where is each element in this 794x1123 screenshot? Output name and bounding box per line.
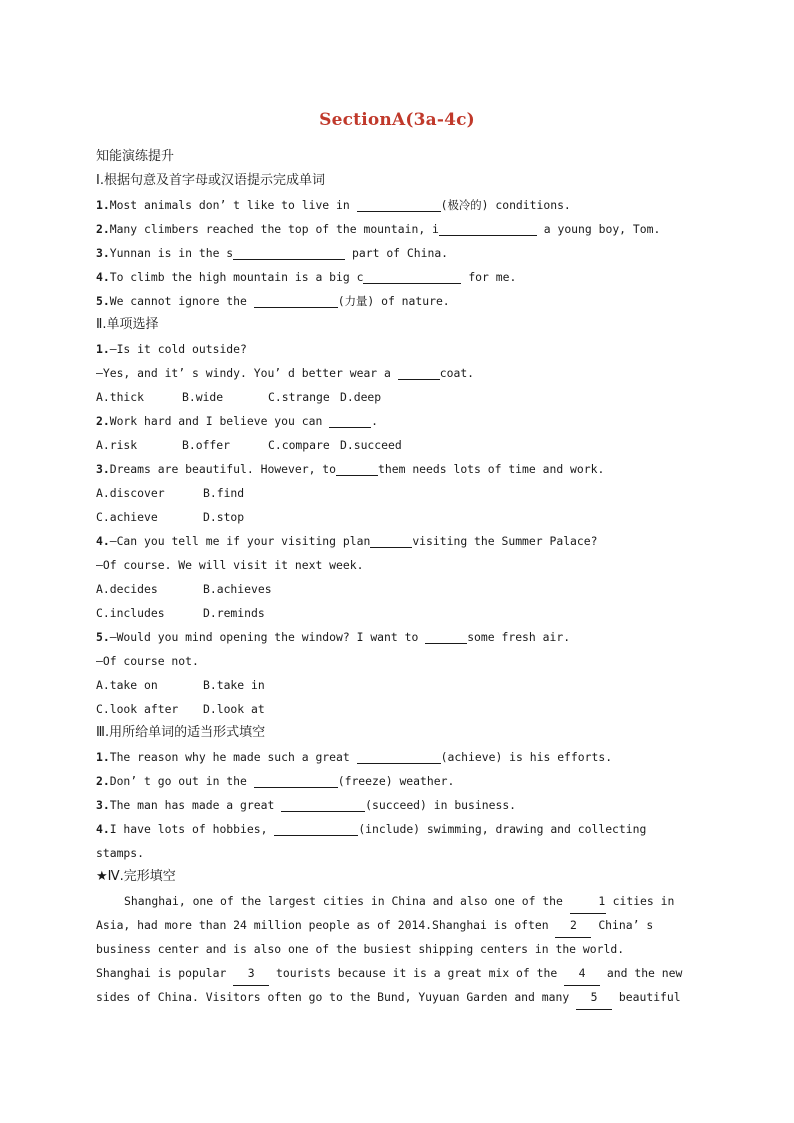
item-text: Dreams are beautiful. However, to: [109, 462, 337, 476]
passage-line-5: [96, 985, 696, 1009]
passage-line-2: [96, 913, 696, 937]
item-text: The man has made a great: [109, 798, 282, 812]
item-text: The reason why he made such a great: [109, 750, 357, 764]
part2-q1-response: [96, 361, 696, 385]
item-number: 1.: [96, 342, 110, 356]
part3-item-4: [96, 817, 696, 841]
option-d[interactable]: D.look at: [203, 702, 265, 716]
item-text: —Of course. We will visit it next week.: [96, 558, 364, 572]
item-number: 4.: [96, 270, 110, 284]
part2-q4-prompt: [96, 529, 696, 553]
answer-blank[interactable]: [439, 221, 537, 236]
option-b[interactable]: B.offer: [182, 438, 231, 452]
part2-q4-options-row1: [96, 577, 696, 601]
item-number: 3.: [96, 462, 110, 476]
option-b[interactable]: B.take in: [203, 678, 265, 692]
passage-text: and the new: [600, 966, 683, 980]
item-text: coat.: [439, 366, 475, 380]
item-number: 5.: [96, 630, 110, 644]
option-b[interactable]: B.find: [203, 486, 245, 500]
part2-q1-options: [96, 385, 696, 409]
item-text: (succeed) in business.: [365, 798, 517, 812]
answer-blank[interactable]: [281, 797, 365, 812]
part1-item-3: [96, 241, 696, 265]
part2-q1-prompt: [96, 337, 696, 361]
option-d[interactable]: D.succeed: [340, 438, 402, 452]
part2-q5-prompt: [96, 625, 696, 649]
passage-line-3: business center and is also one of the busiest shipping centers in the world.: [96, 942, 625, 956]
item-number: 2.: [96, 222, 110, 236]
item-text: Most animals don’ t like to live in: [109, 198, 357, 212]
item-number: 2.: [96, 414, 110, 428]
option-a[interactable]: A.risk: [96, 438, 138, 452]
item-text: —Of course not.: [96, 654, 199, 668]
part2-q4-response: [96, 553, 696, 577]
part3-item-4-continued: stamps.: [96, 846, 145, 860]
item-text: for me.: [461, 270, 517, 284]
passage-text: tourists because it is a great mix of the: [269, 966, 565, 980]
option-b[interactable]: B.wide: [182, 390, 224, 404]
option-b[interactable]: B.achieves: [203, 582, 272, 596]
answer-blank[interactable]: [274, 821, 358, 836]
answer-blank[interactable]: [425, 629, 467, 644]
item-text: (achieve) is his efforts.: [440, 750, 613, 764]
item-text: —Yes, and it’ s windy. You’ d better wear a: [96, 366, 398, 380]
option-a[interactable]: A.take on: [96, 678, 158, 692]
item-text: Many climbers reached the top of the mountain, i: [109, 222, 439, 236]
part2-q3-prompt: [96, 457, 696, 481]
part3-item-1: [96, 745, 696, 769]
passage-text: Shanghai is popular: [96, 966, 234, 980]
part3-item-2: [96, 769, 696, 793]
part2-heading: Ⅱ.单项选择: [96, 317, 159, 332]
option-c[interactable]: C.achieve: [96, 510, 158, 524]
option-c[interactable]: C.compare: [268, 438, 330, 452]
passage-text: cities in: [605, 894, 675, 908]
part4-heading: ★Ⅳ.完形填空: [96, 869, 176, 884]
part1-heading: Ⅰ.根据句意及首字母或汉语提示完成单词: [96, 173, 325, 188]
part2-q5-response: [96, 649, 696, 673]
item-number: 5.: [96, 294, 110, 308]
part3-item-3: [96, 793, 696, 817]
answer-blank[interactable]: [233, 245, 345, 260]
passage-text: Shanghai, one of the largest cities in China and also one of the: [124, 894, 570, 908]
passage-line-4: [96, 961, 696, 985]
answer-blank[interactable]: [363, 269, 461, 284]
part1-item-4: [96, 265, 696, 289]
item-text: visiting the Summer Palace?: [412, 534, 598, 548]
item-text: —Can you tell me if your visiting plan: [109, 534, 371, 548]
option-d[interactable]: D.stop: [203, 510, 245, 524]
item-number: 1.: [96, 750, 110, 764]
part2-q5-options-row2: [96, 697, 696, 721]
part2-q4-options-row2: [96, 601, 696, 625]
option-c[interactable]: C.look after: [96, 702, 179, 716]
item-text: (include) swimming, drawing and collecting: [358, 822, 647, 836]
item-text: them needs lots of time and work.: [378, 462, 605, 476]
answer-blank[interactable]: [357, 197, 441, 212]
item-text: .: [371, 414, 379, 428]
part1-item-5: [96, 289, 696, 313]
cloze-blank-1[interactable]: 1: [570, 889, 606, 914]
item-text: —Is it cold outside?: [109, 342, 247, 356]
part1-item-2: [96, 217, 696, 241]
item-text: I have lots of hobbies,: [109, 822, 275, 836]
part1-item-1: [96, 193, 696, 217]
section-subtitle: 知能演练提升: [96, 149, 175, 164]
part2-q3-options-row1: [96, 481, 696, 505]
passage-text: beautiful: [612, 990, 681, 1004]
item-text: some fresh air.: [467, 630, 571, 644]
page-title: SectionA(3a-4c): [319, 110, 475, 130]
item-text: To climb the high mountain is a big c: [109, 270, 364, 284]
cloze-blank-5[interactable]: 5: [576, 985, 612, 1010]
option-d[interactable]: D.reminds: [203, 606, 265, 620]
passage-text: sides of China. Visitors often go to the Bund, Yuyuan Garden and many: [96, 990, 577, 1004]
option-c[interactable]: C.includes: [96, 606, 165, 620]
item-text: Work hard and I believe you can: [109, 414, 330, 428]
item-text: (freeze) weather.: [337, 774, 455, 788]
cloze-blank-4[interactable]: 4: [564, 961, 600, 986]
cloze-blank-3[interactable]: 3: [233, 961, 269, 986]
option-a[interactable]: A.discover: [96, 486, 165, 500]
item-number: 3.: [96, 246, 110, 260]
answer-blank[interactable]: [398, 365, 440, 380]
item-number: 4.: [96, 534, 110, 548]
item-text: a young boy, Tom.: [536, 222, 661, 236]
answer-blank[interactable]: [370, 533, 412, 548]
passage-text: China’ s: [591, 918, 654, 932]
option-a[interactable]: A.thick: [96, 390, 145, 404]
item-number: 2.: [96, 774, 110, 788]
item-number: 4.: [96, 822, 110, 836]
part2-q2-options: [96, 433, 696, 457]
answer-blank[interactable]: [329, 413, 371, 428]
answer-blank[interactable]: [254, 293, 338, 308]
item-text: (极冷的) conditions.: [440, 198, 571, 212]
item-text: (力量) of nature.: [337, 294, 450, 308]
item-text: We cannot ignore the: [109, 294, 254, 308]
option-d[interactable]: D.deep: [340, 390, 382, 404]
answer-blank[interactable]: [336, 461, 378, 476]
part2-q5-options-row1: [96, 673, 696, 697]
part2-q2-prompt: [96, 409, 696, 433]
part3-heading: Ⅲ.用所给单词的适当形式填空: [96, 725, 266, 740]
worksheet-content: [96, 145, 696, 1009]
item-text: part of China.: [345, 246, 449, 260]
item-text: —Would you mind opening the window? I want to: [109, 630, 426, 644]
passage-line-1: [96, 889, 696, 913]
item-text: Don’ t go out in the: [109, 774, 254, 788]
passage-text: Asia, had more than 24 million people as of 2014.Shanghai is often: [96, 918, 556, 932]
answer-blank[interactable]: [357, 749, 441, 764]
item-number: 1.: [96, 198, 110, 212]
option-a[interactable]: A.decides: [96, 582, 158, 596]
item-number: 3.: [96, 798, 110, 812]
answer-blank[interactable]: [254, 773, 338, 788]
part2-q3-options-row2: [96, 505, 696, 529]
cloze-blank-2[interactable]: 2: [555, 913, 591, 938]
option-c[interactable]: C.strange: [268, 390, 330, 404]
item-text: Yunnan is in the s: [109, 246, 234, 260]
